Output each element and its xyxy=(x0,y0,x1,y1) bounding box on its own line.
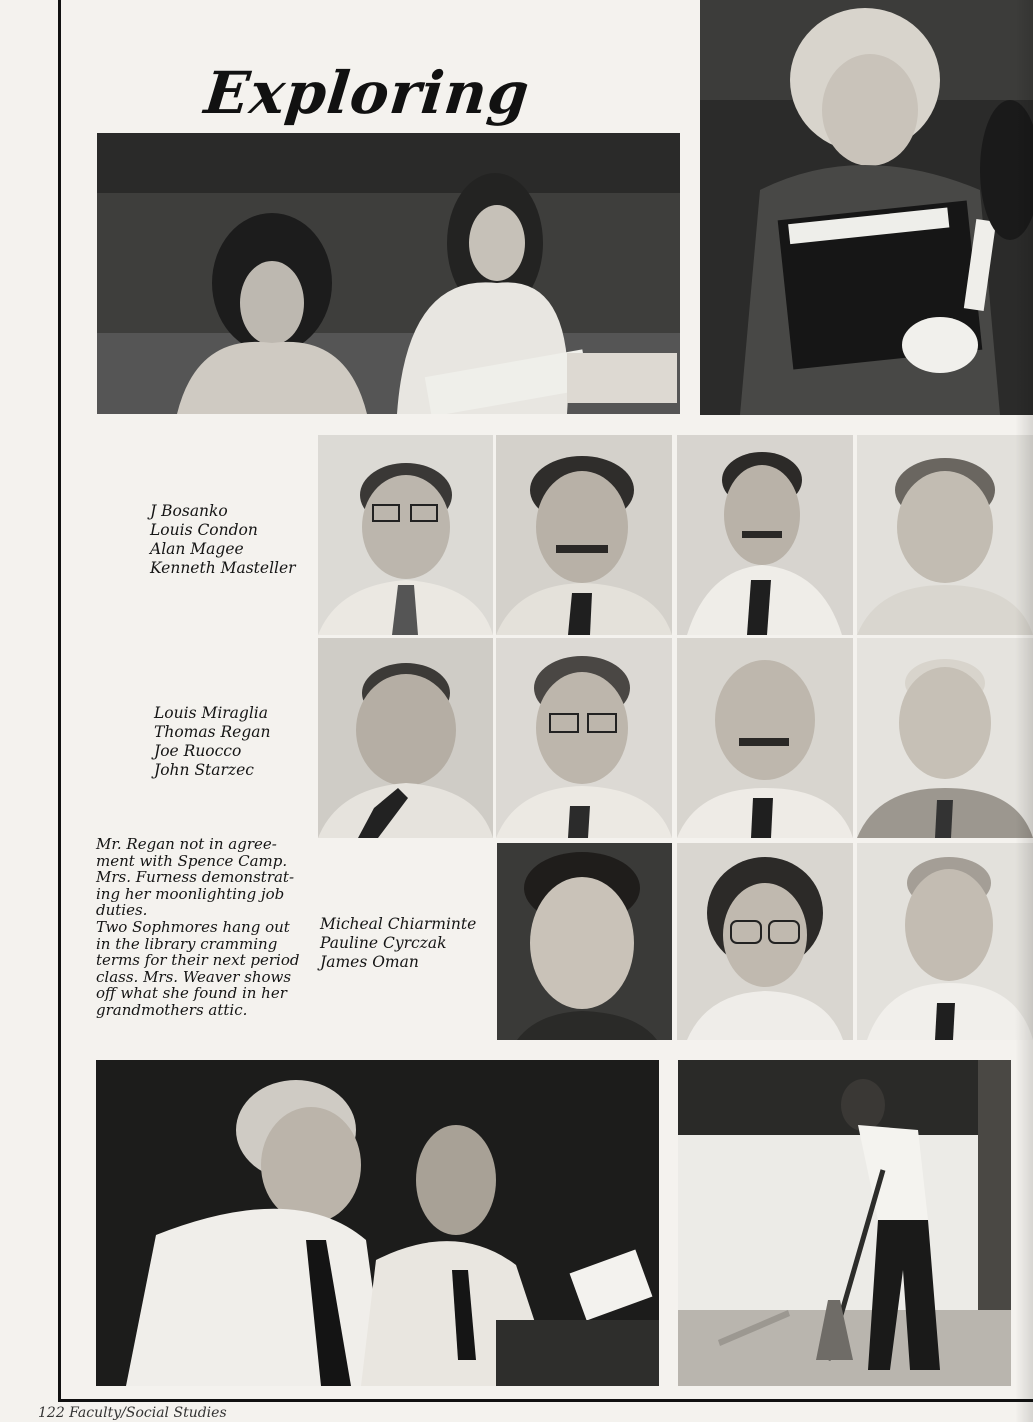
row-3-names xyxy=(320,915,476,972)
portrait-condon xyxy=(496,435,672,635)
photo-caption xyxy=(96,836,308,1019)
name: Kenneth Masteller xyxy=(150,559,296,577)
caption-line: Mr. Regan not in agree- xyxy=(96,835,277,853)
page-footer: 122 Faculty/Social Studies xyxy=(38,1405,227,1421)
caption-line: ment with Spence Camp. xyxy=(96,851,288,870)
row-2-names xyxy=(154,704,270,780)
portrait-starzec xyxy=(857,638,1033,838)
teacher-costume-photo xyxy=(700,0,1033,415)
portrait-masteller xyxy=(857,435,1033,635)
library-students-photo xyxy=(97,133,680,414)
caption-line: off what she found in her xyxy=(96,984,287,1003)
scan-edge-shadow xyxy=(1015,0,1033,1422)
name: John Starzec xyxy=(154,761,254,779)
row-1-names xyxy=(150,502,296,578)
caption-line: Two Sophmores hang out xyxy=(96,917,290,936)
page-title: Exploring xyxy=(201,59,533,127)
portrait-magee xyxy=(677,435,853,635)
portrait-cyrczak xyxy=(677,843,853,1040)
name: James Oman xyxy=(320,953,419,971)
name: Joe Ruocco xyxy=(154,742,242,760)
gym-worker-photo xyxy=(678,1060,1011,1386)
name: Louis Miraglia xyxy=(154,704,269,722)
caption-line: duties. xyxy=(96,901,148,920)
caption-line: terms for their next period xyxy=(96,951,300,970)
name: Pauline Cyrczak xyxy=(320,934,447,952)
caption-line: ing her moonlighting job xyxy=(96,884,285,903)
name: Alan Magee xyxy=(150,540,244,558)
portrait-chiarminte xyxy=(497,843,672,1040)
name: J Bosanko xyxy=(150,502,228,520)
two-teachers-photo xyxy=(96,1060,659,1386)
portrait-bosanko xyxy=(318,435,493,635)
portrait-ruocco xyxy=(677,638,853,838)
name: Louis Condon xyxy=(150,521,258,539)
caption-line: grandmothers attic. xyxy=(96,1000,248,1019)
name: Micheal Chiarminte xyxy=(320,915,477,933)
name: Thomas Regan xyxy=(154,723,271,741)
caption-line: class. Mrs. Weaver shows xyxy=(96,967,292,986)
portrait-oman xyxy=(857,843,1033,1040)
caption-line: Mrs. Furness demonstrat- xyxy=(96,868,295,887)
portrait-regan xyxy=(496,638,672,838)
portrait-miraglia xyxy=(318,638,493,838)
caption-line: in the library cramming xyxy=(96,934,278,953)
